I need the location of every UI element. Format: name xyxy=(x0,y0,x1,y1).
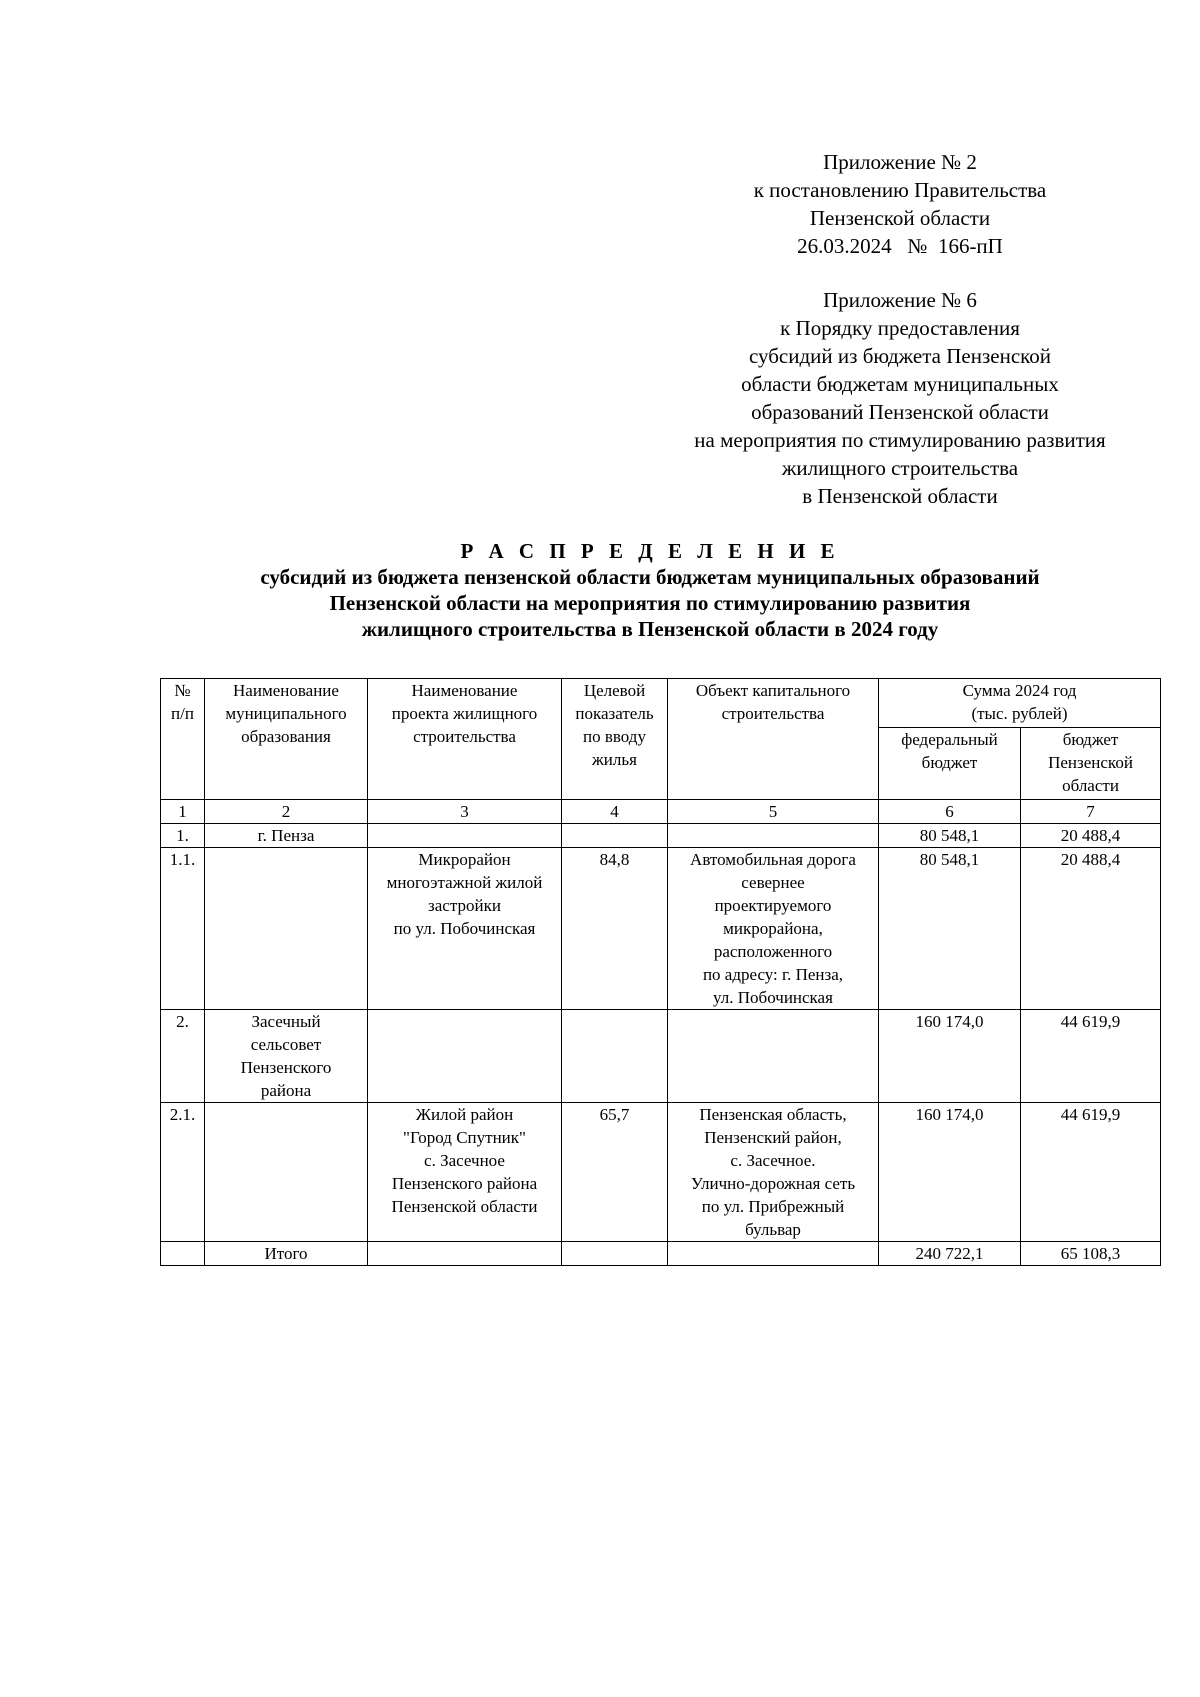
row-num: 1. xyxy=(161,824,205,848)
header-municipality xyxy=(205,679,368,800)
cell-text: Пензенская область, xyxy=(699,1105,847,1124)
header-text: бюджет xyxy=(1062,729,1119,749)
annex-6-line: образований Пензенской области xyxy=(751,400,1049,424)
annex-6-header xyxy=(640,286,1160,510)
cell-text: проектируемого xyxy=(714,896,832,915)
table-row xyxy=(161,1103,1161,1242)
header-text: проекта жилищного xyxy=(391,704,538,723)
header-text: № xyxy=(174,681,191,700)
cell-text: с. Засечное. xyxy=(730,1151,816,1170)
cell-text: бульвар xyxy=(745,1220,801,1239)
column-number: 1 xyxy=(161,800,205,824)
column-number-row xyxy=(161,800,1161,824)
annex-2-line: к постановлению Правительства xyxy=(753,178,1047,202)
annex-2-date-number: 26.03.2024 № 166-пП xyxy=(797,234,1003,258)
header-text: бюджет xyxy=(921,752,978,772)
cell-text: Автомобильная дорога xyxy=(690,850,856,869)
header-text: Наименование xyxy=(233,681,339,700)
cell-text: "Город Спутник" xyxy=(403,1128,526,1147)
header-text: Объект капитального xyxy=(695,681,851,700)
total-empty xyxy=(368,1242,562,1266)
header-text: образования xyxy=(241,727,331,746)
cell-text: микрорайона, xyxy=(723,919,823,938)
header-text: жилья xyxy=(592,750,637,769)
table-row xyxy=(161,848,1161,1010)
column-number: 3 xyxy=(368,800,562,824)
title-line: субсидий из бюджета пензенской области бюджетам муниципальных образований xyxy=(260,565,1040,589)
annex-6-line: на мероприятия по стимулированию развития xyxy=(694,428,1106,452)
total-num xyxy=(161,1242,205,1266)
row-federal: 160 174,0 xyxy=(879,1010,1021,1103)
total-empty xyxy=(562,1242,668,1266)
title-line: жилищного строительства в Пензенской области в 2024 году xyxy=(361,617,939,641)
row-object xyxy=(668,824,879,848)
annex-6-line: области бюджетам муниципальных xyxy=(741,372,1059,396)
row-num: 2.1. xyxy=(161,1103,205,1242)
row-regional: 44 619,9 xyxy=(1021,1010,1161,1103)
row-target xyxy=(562,824,668,848)
column-number: 2 xyxy=(205,800,368,824)
header-text: Пензенской xyxy=(1048,752,1133,772)
title-heading: Р А С П Р Е Д Е Л Е Н И Е xyxy=(460,539,840,563)
row-project xyxy=(368,824,562,848)
cell-text: Пензенской области xyxy=(391,1197,538,1216)
column-number: 5 xyxy=(668,800,879,824)
row-object xyxy=(668,848,879,1010)
row-target: 65,7 xyxy=(562,1103,668,1242)
column-number: 6 xyxy=(879,800,1021,824)
annex-6-line: субсидий из бюджета Пензенской xyxy=(748,344,1052,368)
row-regional: 20 488,4 xyxy=(1021,824,1161,848)
cell-text: Пензенский район, xyxy=(704,1128,842,1147)
header-regional xyxy=(1021,727,1161,799)
cell-text: по ул. Побочинская xyxy=(393,919,536,938)
cell-text: по ул. Прибрежный xyxy=(701,1197,845,1216)
row-federal: 80 548,1 xyxy=(879,824,1021,848)
document-title xyxy=(150,538,1150,642)
annex-2-line: Пензенской области xyxy=(809,206,991,230)
row-target: 84,8 xyxy=(562,848,668,1010)
cell-text: севернее xyxy=(741,873,805,892)
header-text: Наименование xyxy=(411,681,518,700)
annex-2-line: Приложение № 2 xyxy=(823,150,977,174)
cell-text: Жилой район xyxy=(415,1105,514,1124)
row-object xyxy=(668,1010,879,1103)
row-object xyxy=(668,1103,879,1242)
annex-6-line: к Порядку предоставления xyxy=(780,316,1020,340)
total-row xyxy=(161,1242,1161,1266)
total-federal: 240 722,1 xyxy=(879,1242,1021,1266)
header-text: Сумма 2024 год xyxy=(962,681,1077,700)
row-target xyxy=(562,1010,668,1103)
cell-text: с. Засечное xyxy=(424,1151,505,1170)
cell-text: Улично-дорожная сеть xyxy=(690,1174,856,1193)
title-line: Пензенской области на мероприятия по стимулированию развития xyxy=(329,591,971,615)
cell-text: Микрорайон xyxy=(418,850,511,869)
total-regional: 65 108,3 xyxy=(1021,1242,1161,1266)
header-object xyxy=(668,679,879,800)
header-federal xyxy=(879,727,1021,799)
row-project xyxy=(368,1103,562,1242)
row-regional: 20 488,4 xyxy=(1021,848,1161,1010)
total-empty xyxy=(668,1242,879,1266)
total-label: Итого xyxy=(205,1242,368,1266)
header-text: муниципального xyxy=(225,704,347,723)
cell-text: ул. Побочинская xyxy=(713,988,833,1007)
header-text: Целевой xyxy=(583,681,646,700)
row-municipality xyxy=(205,848,368,1010)
table-row xyxy=(161,824,1161,848)
header-text: строительства xyxy=(721,704,825,723)
annex-6-line: Приложение № 6 xyxy=(823,288,977,312)
distribution-table xyxy=(160,678,1161,1266)
cell-text: Пензенского xyxy=(240,1058,332,1077)
row-project xyxy=(368,848,562,1010)
row-municipality xyxy=(205,824,368,848)
row-municipality xyxy=(205,1010,368,1103)
row-num: 2. xyxy=(161,1010,205,1103)
cell-text: района xyxy=(260,1081,312,1100)
header-target xyxy=(562,679,668,800)
cell-text: застройки xyxy=(428,896,501,915)
table-row xyxy=(161,1010,1161,1103)
header-sum xyxy=(879,679,1161,728)
cell-text: Пензенского района xyxy=(391,1174,538,1193)
annex-2-header xyxy=(640,148,1160,260)
header-text: федеральный xyxy=(901,729,998,749)
cell-text: сельсовет xyxy=(250,1035,322,1054)
column-number: 4 xyxy=(562,800,668,824)
row-federal: 160 174,0 xyxy=(879,1103,1021,1242)
cell-text: многоэтажной жилой xyxy=(386,873,543,892)
header-text: области xyxy=(1062,775,1119,795)
cell-text: Засечный xyxy=(251,1012,321,1031)
cell-text: по адресу: г. Пенза, xyxy=(702,965,844,984)
header-num xyxy=(161,679,205,800)
row-num: 1.1. xyxy=(161,848,205,1010)
header-text: строительства xyxy=(413,727,516,746)
row-federal: 80 548,1 xyxy=(879,848,1021,1010)
row-project xyxy=(368,1010,562,1103)
header-text: п/п xyxy=(171,704,194,723)
row-regional: 44 619,9 xyxy=(1021,1103,1161,1242)
annex-6-line: в Пензенской области xyxy=(802,484,998,508)
annex-6-line: жилищного строительства xyxy=(781,456,1019,480)
header-text: показатель xyxy=(575,704,654,723)
header-text: (тыс. рублей) xyxy=(971,704,1068,723)
table-header-row xyxy=(161,679,1161,728)
cell-text: г. Пенза xyxy=(257,826,315,845)
header-project xyxy=(368,679,562,800)
cell-text: расположенного xyxy=(713,942,833,961)
row-municipality xyxy=(205,1103,368,1242)
column-number: 7 xyxy=(1021,800,1161,824)
header-text: по вводу xyxy=(583,727,646,746)
